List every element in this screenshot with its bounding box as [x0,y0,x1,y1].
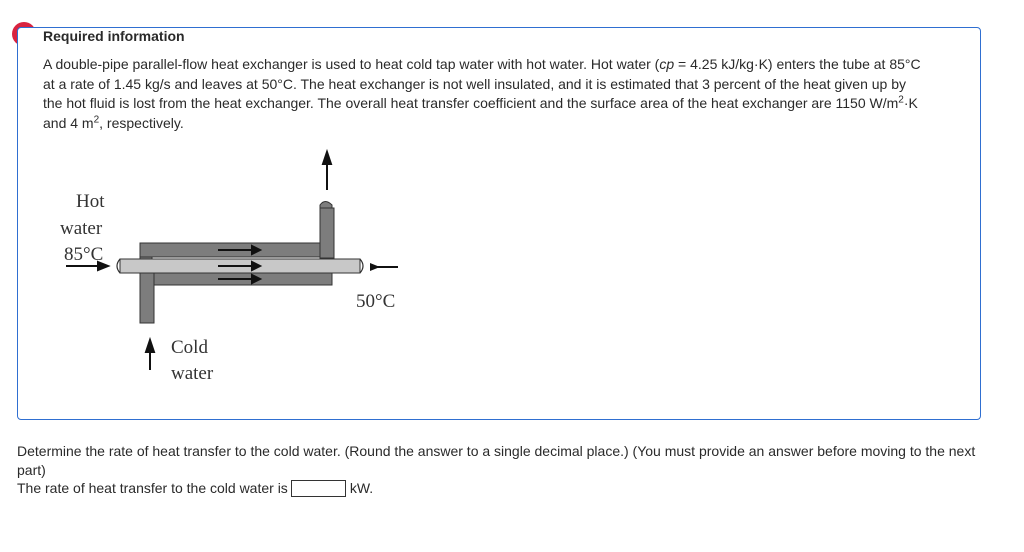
cold-label: Cold [171,337,208,358]
heat-exchanger-diagram [40,140,396,384]
question-text: Determine the rate of heat transfer to the cold water. (Round the answer to a single decimal place.) (You must provide an answer before moving to the next part) [17,443,976,478]
cold-inlet-pipe [140,273,154,323]
hot-water-label: water [60,218,103,239]
problem-statement [43,55,923,133]
cold-water-label: water [171,363,214,384]
hot-label: Hot [76,191,105,212]
answer-input[interactable] [291,480,346,497]
cp-symbol: cp [659,56,675,72]
outlet-temp: 50°C [356,291,396,312]
info-heading: Required information [43,28,185,44]
answer-unit: kW. [349,480,374,496]
cold-outlet-arrow [323,152,331,190]
superscript-2: 2 [898,94,904,106]
problem-text-part1: A double-pipe parallel-flow heat exchanger is used to heat cold tap water with hot water. Hot water ( [43,56,660,72]
hot-outlet-arrowhead [370,263,380,271]
cold-outlet-pipe [320,208,334,258]
superscript-2b: 2 [93,113,100,125]
hot-inlet-temp: 85°C [64,244,104,265]
problem-text-part3: ·K and 4 m [43,95,918,131]
answer-prompt: The rate of heat transfer to the cold water is [17,480,288,496]
cold-inlet-arrow [146,340,154,370]
answer-row [17,479,977,498]
question-block [17,442,977,498]
problem-text-part4: , respectively. [99,114,184,131]
problem-text-part2: = 4.25 kJ/kg·K) enters the tube at 85°C at a rate of 1.45 kg/s and leaves at 50°C. The heat exchanger is not well insulated, and it is estimated that 3 percent of the heat given up by the hot fluid is lost from the heat exchanger. The overall heat transfer coefficient and the surface area of the heat exchanger are 1150 W/m [43,56,921,111]
